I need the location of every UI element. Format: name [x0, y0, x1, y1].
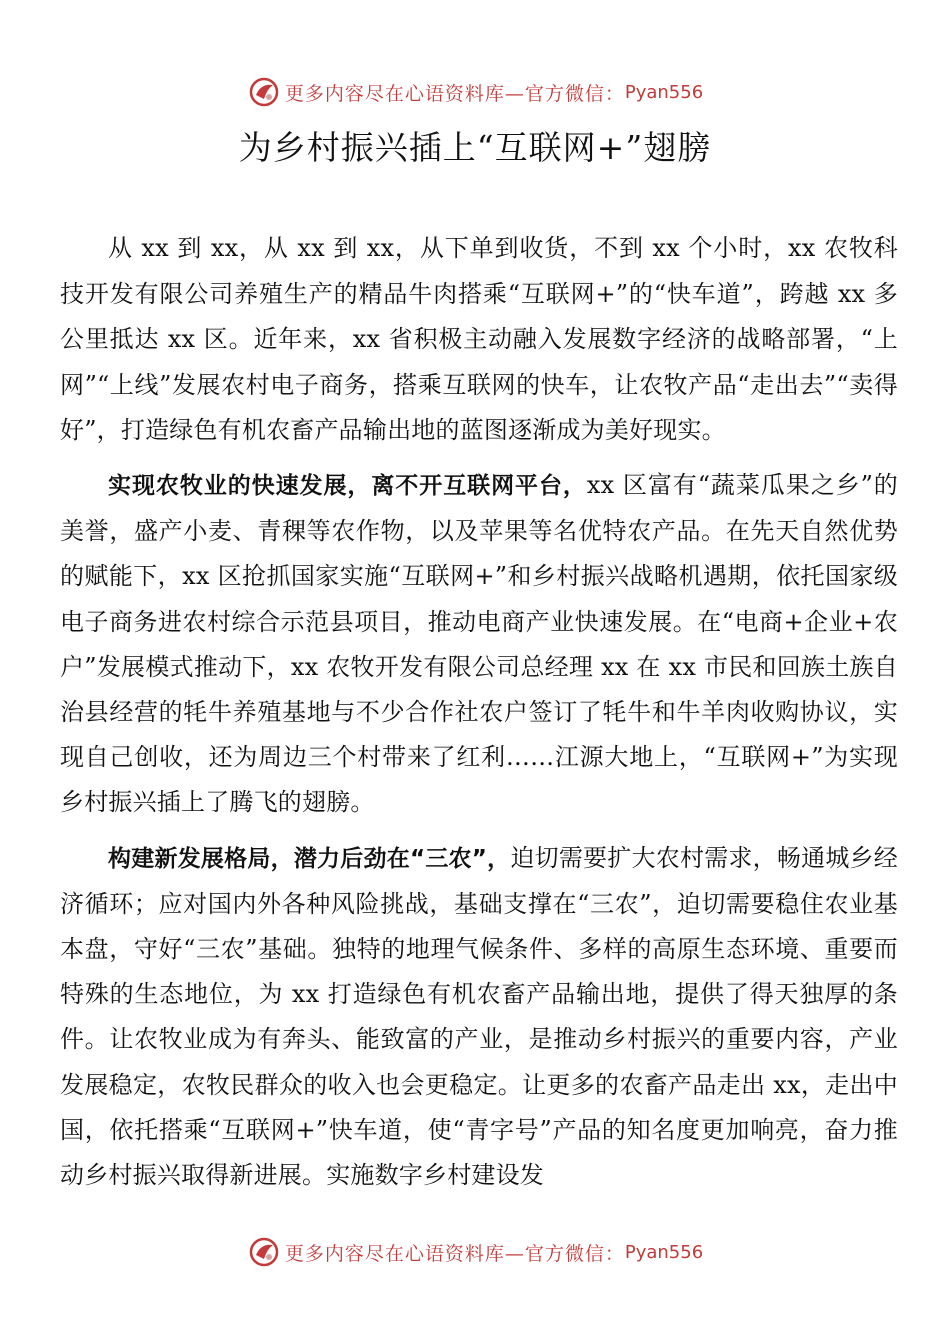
document-title: 为乡村振兴插上“互联网+”翅膀	[238, 128, 712, 167]
header-watermark-banner	[0, 72, 950, 112]
wechat-id: Pyan556	[624, 81, 704, 103]
brand-logo-icon	[247, 75, 281, 109]
paragraph-2	[60, 463, 898, 826]
paragraph-3	[60, 836, 898, 1199]
brand-logo-icon	[247, 1235, 281, 1269]
paragraph-text: xx 区富有“蔬菜瓜果之乡”的美誉，盛产小麦、青稞等农作物，以及苹果等名优特农产品。在先天自然优势的赋能下，xx 区抢抓国家实施“互联网+”和乡村振兴战略机遇期，依托国家级电子商务进农村综合示范县项目，推动电商产业快速发展。在“电商+企业+农户”发展模式推动下，xx 农牧开发有限公司总经理 xx 在 xx 市民和回族土族自治县经营的牦牛养殖基地与不少合作社农户签订了牦牛和牛羊肉收购协议，实现自己创收，还为周边三个村带来了红利……江源大地上，“互联网+”为实现乡村振兴插上了腾飞的翅膀。	[60, 471, 898, 817]
paragraph-lead: 构建新发展格局，潜力后劲在“三农”，	[108, 845, 511, 872]
banner-text: 更多内容尽在心语资料库—官方微信：	[284, 82, 625, 105]
paragraph-1	[60, 226, 898, 453]
paragraph-lead: 实现农牧业的快速发展，离不开互联网平台，	[108, 473, 587, 500]
document-body	[60, 226, 898, 1208]
wechat-id: Pyan556	[624, 1241, 704, 1263]
footer-watermark-banner	[0, 1232, 950, 1272]
paragraph-text: 从 xx 到 xx，从 xx 到 xx，从下单到收货，不到 xx 个小时，xx 农牧科技开发有限公司养殖生产的精品牛肉搭乘“互联网+”的“快车道”，跨越 xx 多公里抵达 xx 区。近年来，xx 省积极主动融入发展数字经济的战略部署，“上网”“上线”发展农村电子商务，搭乘互联网的快车，让农牧产品“走出去”“卖得好”，打造绿色有机农畜产品输出地的蓝图逐渐成为美好现实。	[60, 234, 898, 444]
paragraph-text: 迫切需要扩大农村需求，畅通城乡经济循环；应对国内外各种风险挑战，基础支撑在“三农”，迫切需要稳住农业基本盘，守好“三农”基础。独特的地理气候条件、多样的高原生态环境、重要而特殊的生态地位，为 xx 打造绿色有机农畜产品输出地，提供了得天独厚的条件。让农牧业成为有奔头、能致富的产业，是推动乡村振兴的重要内容，产业发展稳定，农牧民群众的收入也会更稳定。让更多的农畜产品走出 xx，走出中国，依托搭乘“互联网+”快车道，使“青字号”产品的知名度更加响亮，奋力推动乡村振兴取得新进展。实施数字乡村建设发	[60, 843, 898, 1190]
banner-text: 更多内容尽在心语资料库—官方微信：	[284, 1242, 625, 1265]
